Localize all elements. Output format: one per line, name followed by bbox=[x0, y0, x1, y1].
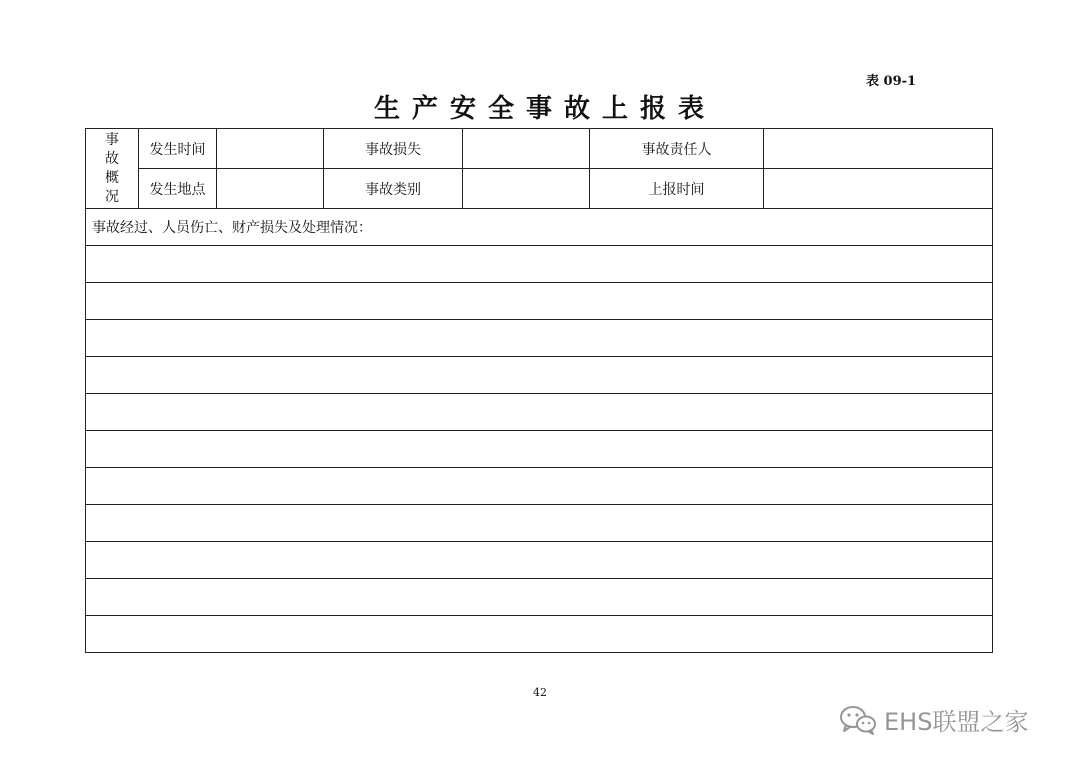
info-row bbox=[86, 129, 993, 169]
occurrence-time-label: 发生时间 bbox=[139, 129, 217, 169]
wechat-icon bbox=[838, 704, 878, 736]
description-line[interactable] bbox=[86, 468, 993, 505]
description-line[interactable] bbox=[86, 505, 993, 542]
accident-report-table bbox=[85, 128, 993, 653]
description-line[interactable] bbox=[86, 357, 993, 394]
occurrence-location-field[interactable] bbox=[217, 169, 324, 209]
responsible-person-label: 事故责任人 bbox=[590, 129, 764, 169]
page-title: 生产安全事故上报表 bbox=[373, 94, 716, 124]
form-code: 表 09-1 bbox=[866, 74, 917, 89]
description-line-row bbox=[86, 542, 993, 579]
description-label: 事故经过、人员伤亡、财产损失及处理情况： bbox=[86, 209, 993, 246]
info-row bbox=[86, 169, 993, 209]
accident-overview-label: 事 故 概 况 bbox=[86, 129, 139, 209]
occurrence-time-field[interactable] bbox=[217, 129, 324, 169]
description-line[interactable] bbox=[86, 394, 993, 431]
description-line-row bbox=[86, 505, 993, 542]
accident-loss-label: 事故损失 bbox=[324, 129, 463, 169]
description-line-row bbox=[86, 357, 993, 394]
accident-category-field[interactable] bbox=[463, 169, 590, 209]
occurrence-location-label: 发生地点 bbox=[139, 169, 217, 209]
description-line-row bbox=[86, 616, 993, 653]
description-line[interactable] bbox=[86, 431, 993, 468]
description-line[interactable] bbox=[86, 320, 993, 357]
description-header-row bbox=[86, 209, 993, 246]
description-line-row bbox=[86, 468, 993, 505]
watermark-text: EHS联盟之家 bbox=[884, 708, 1029, 736]
description-line[interactable] bbox=[86, 246, 993, 283]
page-number: 42 bbox=[533, 686, 547, 699]
report-time-field[interactable] bbox=[764, 169, 993, 209]
description-line-row bbox=[86, 283, 993, 320]
description-line-row bbox=[86, 394, 993, 431]
description-line[interactable] bbox=[86, 283, 993, 320]
description-line[interactable] bbox=[86, 579, 993, 616]
watermark bbox=[838, 702, 1028, 737]
accident-category-label: 事故类别 bbox=[324, 169, 463, 209]
description-line[interactable] bbox=[86, 542, 993, 579]
description-line-row bbox=[86, 320, 993, 357]
accident-loss-field[interactable] bbox=[463, 129, 590, 169]
description-line-row bbox=[86, 246, 993, 283]
description-line-row bbox=[86, 431, 993, 468]
responsible-person-field[interactable] bbox=[764, 129, 993, 169]
description-line-row bbox=[86, 579, 993, 616]
description-line[interactable] bbox=[86, 616, 993, 653]
report-time-label: 上报时间 bbox=[590, 169, 764, 209]
